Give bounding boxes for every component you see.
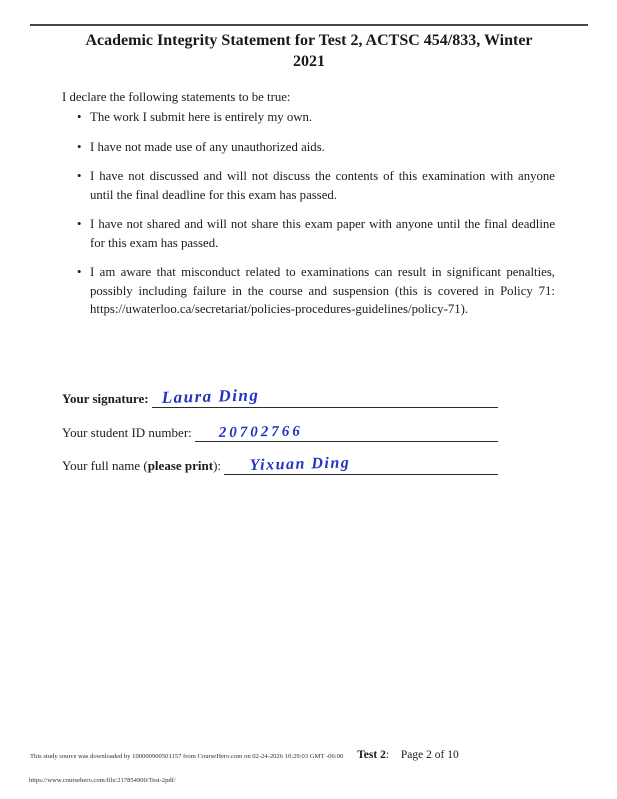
test-label-colon: : [385, 749, 390, 761]
full-name-label-bold: please print [147, 458, 214, 473]
list-item [77, 108, 555, 127]
signature-section [62, 385, 498, 489]
bullet-icon: • [77, 265, 82, 279]
list-item [77, 215, 555, 252]
student-id-label: Your student ID number: [62, 424, 192, 440]
page-indicator: Page 2 of 10 [400, 749, 459, 761]
full-name-label-prefix: Your full name ( [62, 458, 148, 473]
integrity-statement-list [77, 108, 555, 330]
handwritten-student-id: 20702766 [218, 423, 303, 441]
handwritten-signature: Laura Ding [161, 385, 260, 408]
bullet-icon: • [77, 217, 82, 231]
full-name-row [62, 455, 498, 475]
test-page-indicator [357, 749, 459, 761]
statement-text: I have not made use of any unauthorized aids. [90, 139, 325, 154]
page-title-line1: Academic Integrity Statement for Test 2, ACTSC 454/833, Winter [85, 32, 533, 49]
list-item [77, 167, 555, 204]
statement-text: I have not discussed and will not discuss the contents of this examination with anyone until the final deadline for this exam has passed. [90, 169, 555, 202]
page-title [30, 30, 588, 72]
declaration-intro: I declare the following statements to be true: [62, 90, 291, 104]
test-label: Test 2 [357, 749, 386, 761]
signature-line [152, 387, 498, 408]
signature-row [62, 385, 498, 408]
statement-text: I am aware that misconduct related to examinations can result in significant penalties, possibly including failure in the course and suspension (this is covered in Policy 71: https://uwaterloo.ca/secretariat/policies-procedures-guidelines/policy-71). [90, 265, 555, 316]
full-name-line [224, 454, 498, 475]
handwritten-full-name: Yixuan Ding [249, 454, 351, 475]
title-rule [30, 24, 588, 26]
download-disclaimer: This study source was downloaded by 100000900501157 from CourseHero.com on 02-24-2026 10:29:03 GMT -06:00 [30, 753, 344, 760]
bullet-icon: • [77, 110, 82, 124]
signature-label-text: Your signature: [62, 391, 149, 406]
list-item [77, 263, 555, 319]
signature-label [62, 391, 149, 408]
full-name-label-suffix: ): [213, 458, 222, 473]
student-id-line [195, 421, 498, 442]
page-title-line2: 2021 [293, 53, 325, 70]
list-item [77, 138, 555, 157]
bullet-icon: • [77, 139, 82, 154]
statement-text: I have not shared and will not share this exam paper with anyone until the final deadline for this exam has passed. [90, 217, 555, 250]
bullet-icon: • [77, 169, 82, 183]
student-id-row [62, 422, 498, 442]
footer [30, 749, 587, 761]
source-url: https://www.coursehero.com/file/217854900/Test-2pdf/ [29, 777, 176, 784]
full-name-label [62, 458, 221, 475]
statement-text: The work I submit here is entirely my own. [90, 110, 313, 124]
